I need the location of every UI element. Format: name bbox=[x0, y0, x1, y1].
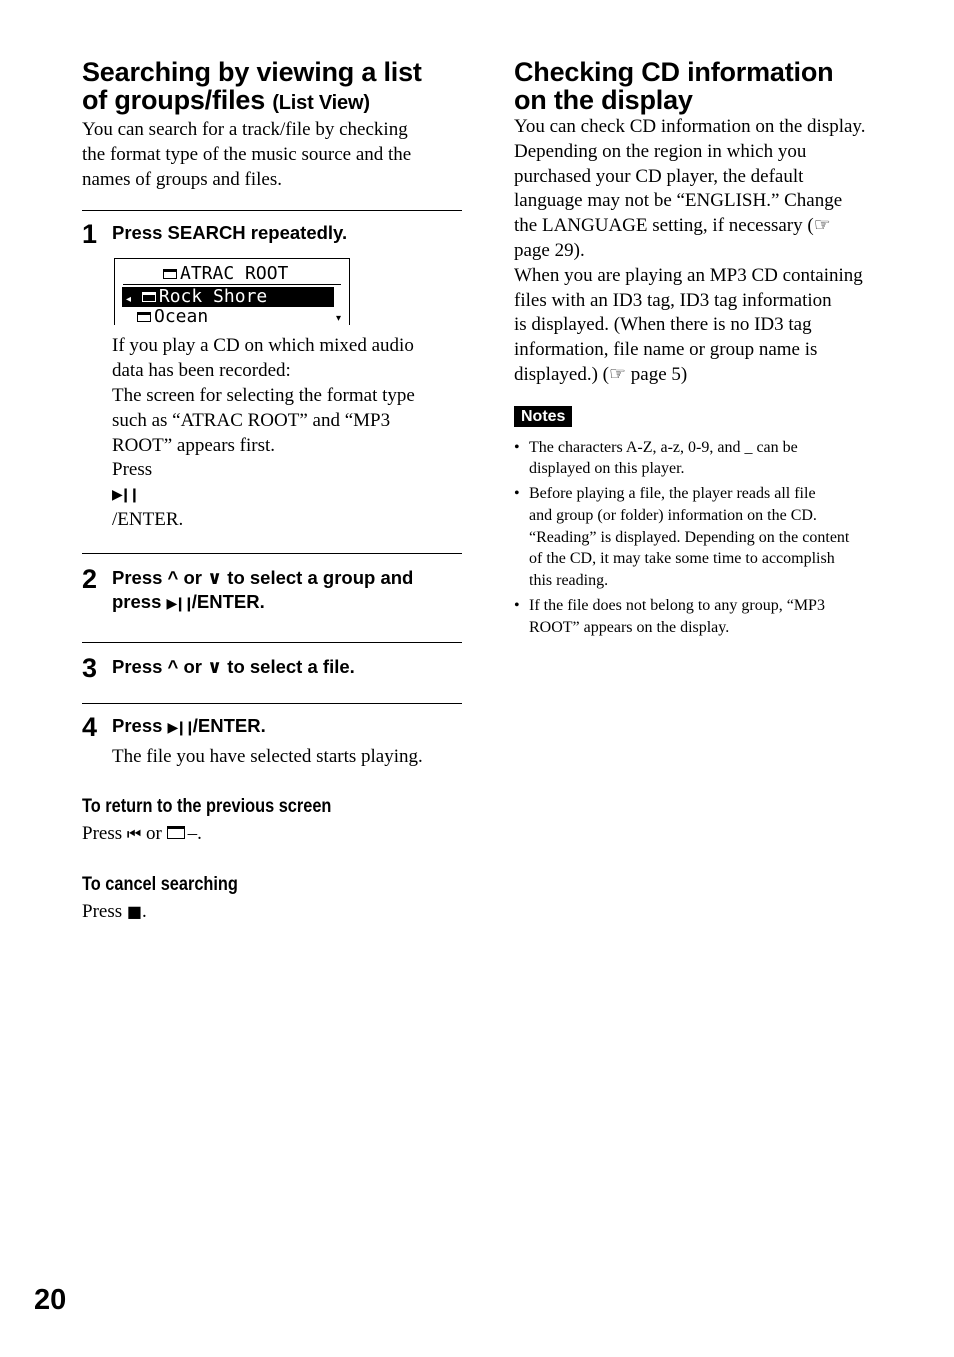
step-number: 4 bbox=[82, 711, 98, 742]
step-4 bbox=[82, 703, 462, 770]
cancel-heading: To cancel searching bbox=[82, 874, 238, 896]
lcd-display: ATRAC ROOT ◂ Rock Shore Ocean ▾ bbox=[114, 258, 350, 325]
step-1 bbox=[82, 210, 462, 552]
step-body: If you play a CD on which mixed audio data has been recorded: The screen for selecting the format type such as “ATRAC ROOT” and “MP3 ROOT” appears first. Press ▶❙❙ /ENTER. bbox=[112, 334, 462, 532]
step-number: 3 bbox=[82, 652, 98, 683]
play-pause-icon: ▶❙❙ bbox=[166, 595, 192, 612]
folder-icon bbox=[163, 269, 177, 279]
return-text: Press ⏮ or –. bbox=[82, 822, 202, 844]
step-title: Press SEARCH repeatedly. bbox=[112, 222, 348, 244]
folder-icon bbox=[167, 826, 185, 839]
title-subtitle: (List View) bbox=[272, 92, 370, 114]
note-item: • Before playing a file, the player reads all file and group (or folder) information on the CD. “Reading” is displayed. Depending on the content of the CD, it may take some time to accomplish this reading. bbox=[514, 483, 904, 591]
note-item: • The characters A-Z, a-z, 0-9, and _ can be displayed on this player. bbox=[514, 437, 904, 480]
return-heading: To return to the previous screen bbox=[82, 795, 332, 817]
step-title: Press ▶❙❙/ENTER. bbox=[112, 714, 266, 736]
right-column bbox=[514, 58, 904, 642]
notes-badge: Notes bbox=[514, 406, 572, 427]
step-title: Press ^ or ∨ to select a file. bbox=[112, 655, 355, 677]
page-number: 20 bbox=[34, 1284, 67, 1316]
return-section bbox=[82, 795, 462, 847]
step-number: 2 bbox=[82, 563, 98, 594]
step-number: 1 bbox=[82, 219, 98, 250]
play-pause-icon: ▶❙❙ bbox=[167, 719, 193, 736]
folder-icon bbox=[142, 292, 156, 302]
folder-icon bbox=[137, 312, 151, 322]
notes-list bbox=[514, 437, 904, 638]
step-body: The file you have selected starts playing. bbox=[112, 745, 423, 767]
section-title-list-view: Searching by viewing a list of groups/files (List View) bbox=[82, 57, 422, 115]
lcd-selected-row: ◂ Rock Shore bbox=[122, 287, 334, 307]
cd-info-paragraph: You can check CD information on the display. Depending on the region in which you purchased your CD player, the default language may not be “ENGLISH.” Change the LANGUAGE setting, if necessary (☞ page 29). When you are playing an MP3 CD containing files with an ID3 tag, ID3 tag information is displayed. (When there is no ID3 tag information, file name or group name is displayed.) (☞ page 5) bbox=[514, 116, 866, 385]
step-3 bbox=[82, 642, 462, 703]
intro-paragraph: You can search for a track/file by checking the format type of the music source and the names of groups and files. bbox=[82, 119, 412, 190]
step-title: Press ^ or ∨ to select a group and press ▶❙❙/ENTER. bbox=[112, 566, 414, 612]
stop-icon: ■ bbox=[126, 902, 142, 922]
previous-track-icon: ⏮ bbox=[126, 823, 142, 843]
play-pause-icon: ▶❙❙ bbox=[112, 487, 138, 504]
step-2 bbox=[82, 553, 462, 642]
section-title-cd-info: Checking CD information on the display bbox=[514, 57, 834, 115]
left-column bbox=[82, 58, 462, 925]
cancel-section bbox=[82, 873, 462, 925]
cancel-text: Press ■. bbox=[82, 901, 147, 923]
note-item: • If the file does not belong to any group, “MP3 ROOT” appears on the display. bbox=[514, 595, 904, 638]
scroll-down-icon: ▾ bbox=[335, 313, 341, 325]
